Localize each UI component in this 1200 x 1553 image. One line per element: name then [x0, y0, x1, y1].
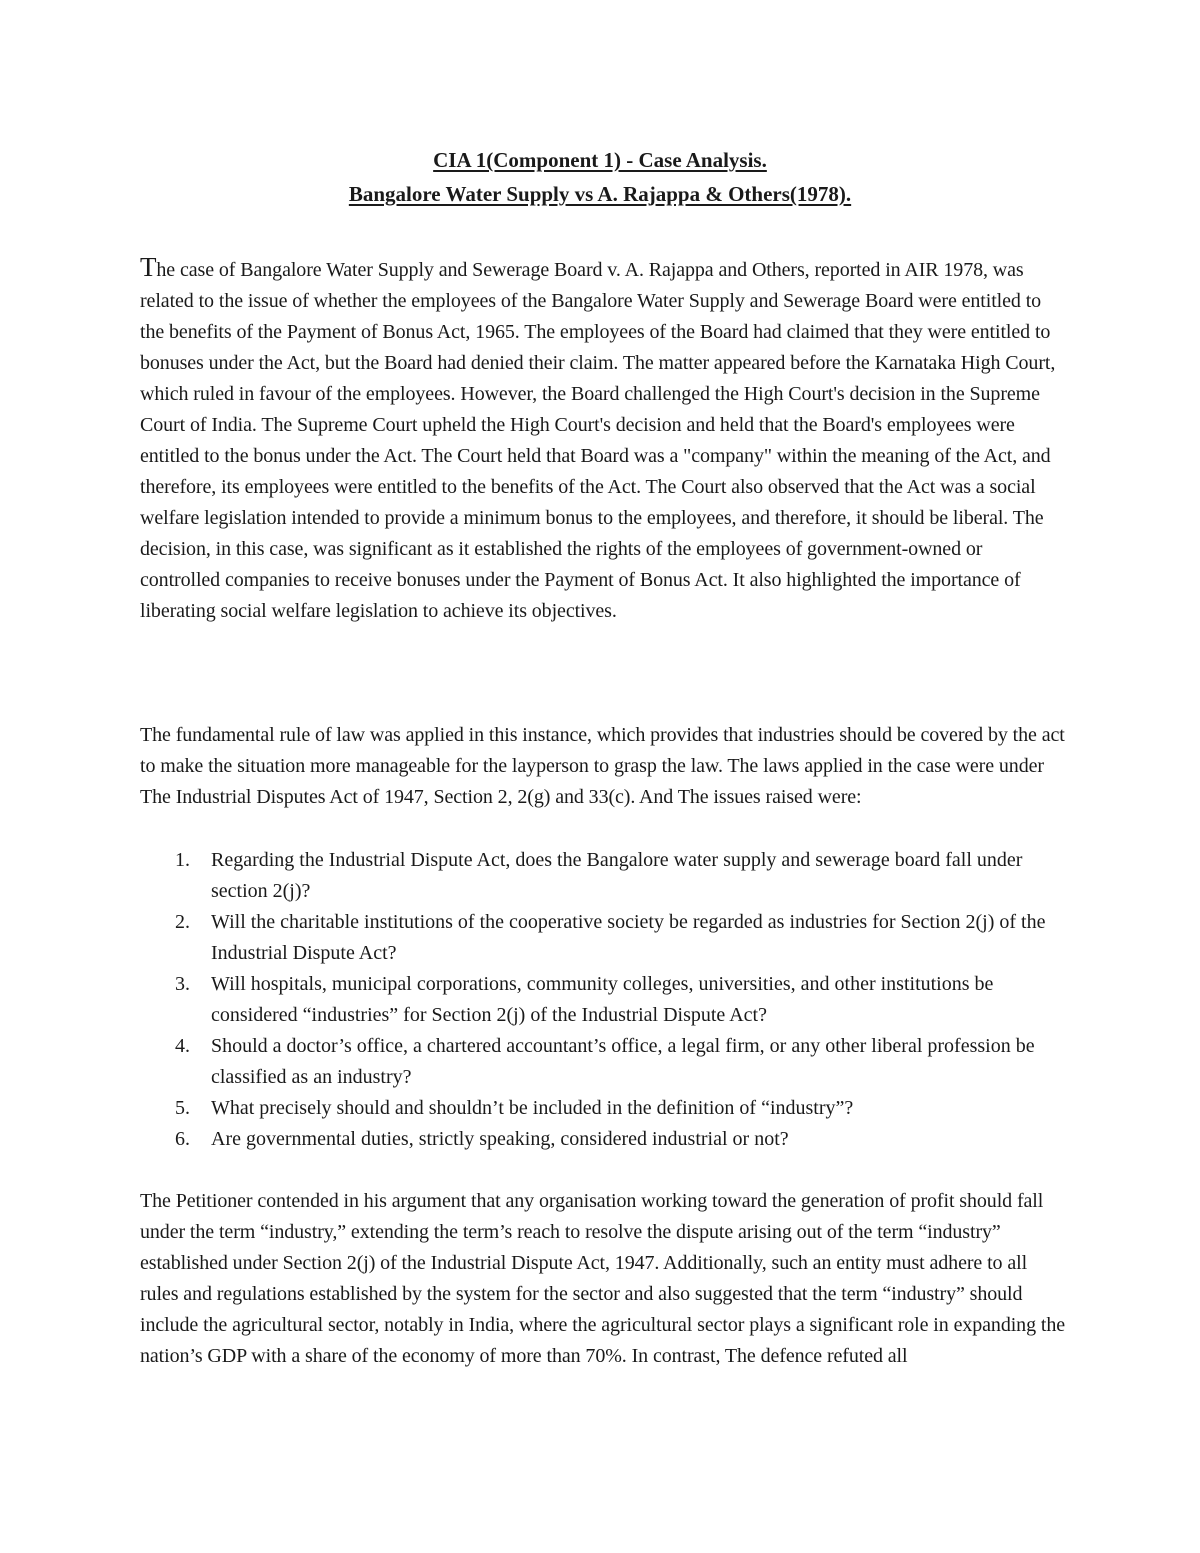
list-number: 3. — [175, 973, 190, 995]
title-line-1: CIA 1(Component 1) - Case Analysis. — [433, 148, 767, 172]
paragraph-law-applied: The fundamental rule of law was applied in this instance, which provides that industries should be covered by the act to make the situation more manageable for the layperson to grasp the law. The laws applied in the case were under The Industrial Disputes Act of 1947, Section 2, 2(g) and 33(c). And The issues raised were: — [140, 724, 1065, 808]
paragraph-petitioner-argument: The Petitioner contended in his argument that any organisation working toward the generation of profit should fall under the term “industry,” extending the term’s reach to resolve the dispute arising out of the term “industry” established under Section 2(j) of the Industrial Dispute Act, 1947. Additionally, such an entity must adhere to all rules and regulations established by the system for the sector and also suggested that the term “industry” should include the agricultural sector, notably in India, where the agricultural sector plays a significant role in expanding the nation’s GDP with a share of the economy of more than 70%. In contrast, The defence refuted all — [140, 1190, 1066, 1367]
issues-list — [140, 845, 1065, 1155]
list-number: 4. — [175, 1035, 190, 1057]
drop-cap: T — [140, 252, 157, 282]
list-item-text: What precisely should and shouldn’t be included in the definition of “industry”? — [211, 1097, 854, 1119]
list-item — [140, 1124, 1065, 1155]
document-title — [0, 143, 1200, 211]
list-item — [140, 907, 1065, 969]
list-item-text: Should a doctor’s office, a chartered accountant’s office, a legal firm, or any other liberal profession be classified as an industry? — [211, 1035, 1035, 1088]
title-line-2: Bangalore Water Supply vs A. Rajappa & Others(1978). — [348, 182, 852, 206]
list-item-text: Regarding the Industrial Dispute Act, does the Bangalore water supply and sewerage board fall under section 2(j)? — [211, 849, 1023, 902]
list-number: 2. — [175, 911, 190, 933]
list-item-text: Will hospitals, municipal corporations, community colleges, universities, and other institutions be considered “industries” for Section 2(j) of the Industrial Dispute Act? — [211, 973, 994, 1026]
list-number: 6. — [175, 1128, 190, 1150]
list-number: 5. — [175, 1097, 190, 1119]
list-item — [140, 1093, 1065, 1124]
list-item-text: Are governmental duties, strictly speaking, considered industrial or not? — [211, 1128, 789, 1150]
list-item — [140, 1031, 1065, 1093]
list-number: 1. — [175, 849, 190, 871]
paragraph-case-summary — [140, 252, 1065, 627]
list-item — [140, 969, 1065, 1031]
list-item-text: Will the charitable institutions of the cooperative society be regarded as industries for Section 2(j) of the Industrial Dispute Act? — [211, 911, 1046, 964]
paragraph-text: he case of Bangalore Water Supply and Sewerage Board v. A. Rajappa and Others, reported in AIR 1978, was related to the issue of whether the employees of the Bangalore Water Supply and Sewerage Board were entitled to the benefits of the Payment of Bonus Act, 1965. The employees of the Board had claimed that they were entitled to bonuses under the Act, but the Board had denied their claim. The matter appeared before the Karnataka High Court, which ruled in favour of the employees. However, the Board challenged the High Court's decision in the Supreme Court of India. The Supreme Court upheld the High Court's decision and held that the Board's employees were entitled to the bonus under the Act. The Court held that Board was a "company" within the meaning of the Act, and therefore, its employees were entitled to the benefits of the Act. The Court also observed that the Act was a social welfare legislation intended to provide a minimum bonus to the employees, and therefore, it should be liberal. The decision, in this case, was significant as it established the rights of the employees of government-owned or controlled companies to receive bonuses under the Payment of Bonus Act. It also highlighted the importance of liberating social welfare legislation to achieve its objectives. — [140, 259, 1056, 622]
list-item — [140, 845, 1065, 907]
